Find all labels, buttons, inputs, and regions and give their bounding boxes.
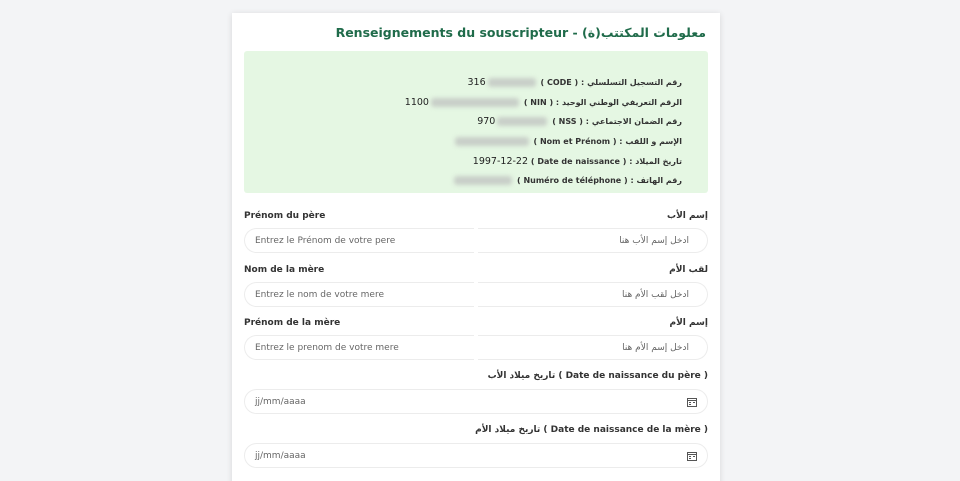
mother-first-label-ar: إسم الأم [669, 318, 708, 328]
calendar-icon[interactable] [687, 451, 697, 461]
nss-label-fr: ( NSS ) : [552, 116, 589, 126]
nss-value: 970 [477, 115, 496, 127]
name-label-fr: ( Nom et Prénom ) : [533, 136, 623, 146]
calendar-icon[interactable] [687, 397, 697, 407]
info-code [468, 75, 682, 89]
subscriber-card [232, 13, 720, 481]
mother-first-input-fr[interactable] [244, 335, 474, 360]
birth-value: 1997-12-22 [472, 155, 529, 167]
father-birth-placeholder: jj/mm/aaaa [255, 396, 306, 407]
redacted-nin [431, 98, 519, 107]
nin-label-fr: ( NIN ) : [523, 97, 560, 107]
redacted-name [455, 137, 529, 146]
nin-value: 1100 [404, 96, 429, 108]
info-birth [473, 154, 682, 168]
code-label-fr: ( CODE ) : [540, 77, 585, 87]
mother-first-placeholder-ar: ادخل إسم الأم هنا [622, 342, 689, 353]
redacted-nss [497, 117, 547, 126]
father-first-label-ar: إسم الأب [667, 211, 708, 221]
phone-label-fr: ( Numéro de téléphone ) : [517, 175, 634, 185]
mother-first-placeholder-fr: Entrez le prenom de votre mere [255, 342, 399, 353]
card-title: Renseignements du souscripteur - معلومات المكتتب(ة) [335, 25, 706, 40]
father-first-placeholder-ar: ادخل إسم الأب هنا [619, 235, 689, 246]
mother-birth-input[interactable] [244, 443, 708, 468]
code-label-ar: رقم التسجيل التسلسلي [587, 77, 682, 87]
mother-first-label-fr: Prénom de la mère [244, 318, 341, 328]
father-first-label-fr: Prénom du père [244, 211, 326, 221]
mother-last-placeholder-ar: ادخل لقب الأم هنا [621, 289, 689, 300]
father-first-input-ar[interactable] [478, 228, 708, 253]
name-label-ar: الإسم و اللقب [625, 136, 682, 146]
code-value: 316 [467, 76, 486, 88]
redacted-phone [454, 176, 512, 185]
info-phone [452, 173, 682, 187]
mother-last-input-ar[interactable] [478, 282, 708, 307]
mother-first-input-ar[interactable] [478, 335, 708, 360]
father-first-input-fr[interactable] [244, 228, 474, 253]
nss-label-ar: رقم الضمان الاجتماعي [591, 116, 682, 126]
father-birth-label: تاريخ ميلاد الأب ( Date de naissance du père ) [487, 371, 708, 381]
info-nin [405, 95, 682, 109]
mother-last-placeholder-fr: Entrez le nom de votre mere [255, 289, 384, 300]
phone-label-ar: رقم الهاتف [636, 175, 682, 185]
redacted-code [488, 78, 536, 87]
birth-label-ar: تاريخ الميلاد [635, 156, 682, 166]
mother-birth-placeholder: jj/mm/aaaa [255, 450, 306, 461]
mother-last-label-fr: Nom de la mère [244, 265, 325, 275]
father-first-placeholder-fr: Entrez le Prénom de votre pere [255, 235, 396, 246]
info-name [453, 134, 682, 148]
info-nss [477, 114, 682, 128]
father-birth-input[interactable] [244, 389, 708, 414]
mother-last-label-ar: لقب الأم [669, 265, 708, 275]
birth-label-fr: ( Date de naissance ) : [530, 156, 633, 166]
mother-last-input-fr[interactable] [244, 282, 474, 307]
mother-birth-label: تاريخ ميلاد الأم ( Date de naissance de la mère ) [475, 425, 708, 435]
nin-label-ar: الرقم التعريفي الوطني الوحيد [561, 97, 682, 107]
subscriber-info-box [244, 51, 708, 193]
